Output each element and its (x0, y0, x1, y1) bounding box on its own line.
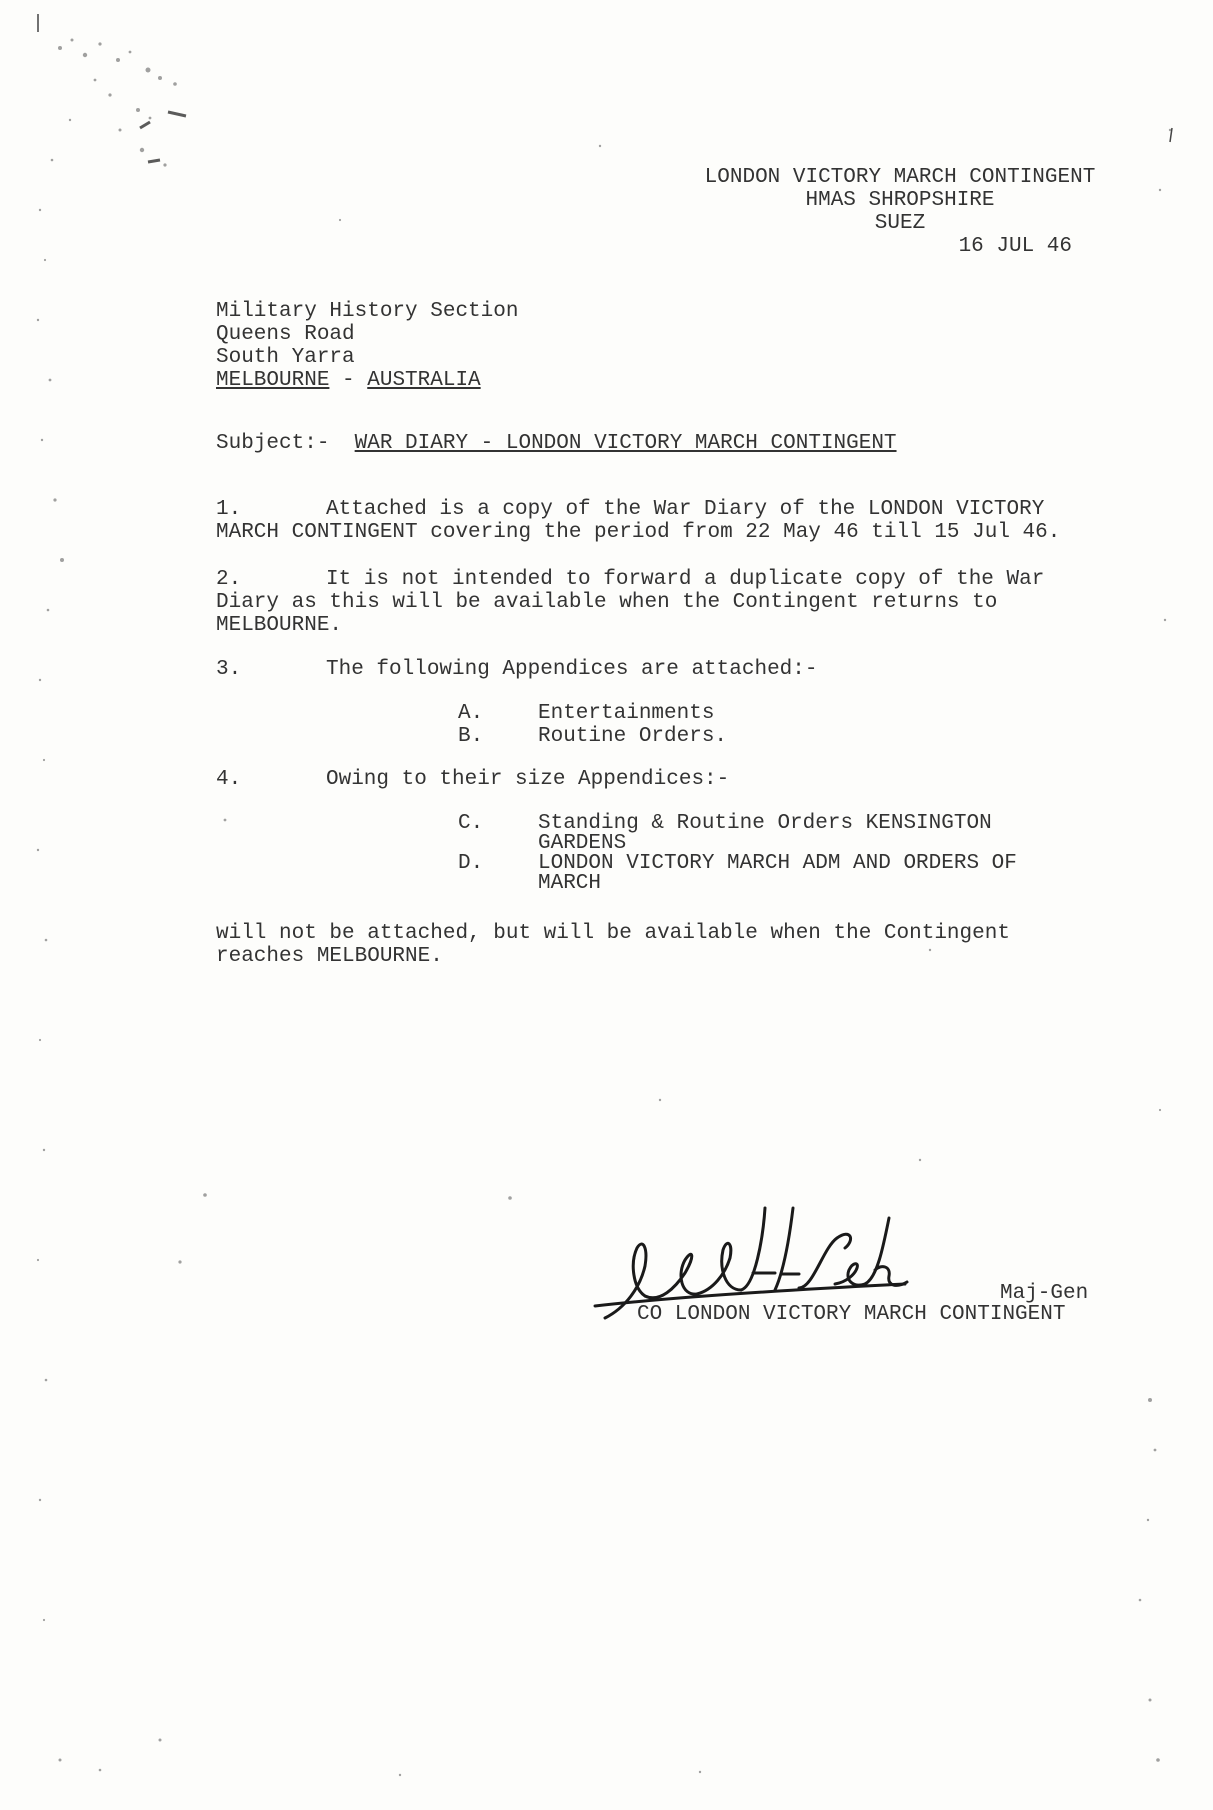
signatory-office: CO LONDON VICTORY MARCH CONTINGENT (637, 1303, 1066, 1326)
subject-text: WAR DIARY - LONDON VICTORY MARCH CONTINGENT (354, 432, 897, 455)
letterhead-location: SUEZ (874, 212, 926, 235)
appendix-title: LONDON VICTORY MARCH ADM AND ORDERS OF (538, 852, 1017, 875)
subject-label: Subject:- (216, 432, 330, 455)
paragraph-text: Owing to their size Appendices:- (326, 768, 730, 791)
appendices-not-attached-list (458, 812, 1017, 895)
addressee-line-3: South Yarra (216, 346, 355, 369)
letterhead (670, 166, 1130, 258)
closing-paragraph (216, 922, 1136, 968)
appendix-title: Routine Orders. (538, 725, 728, 748)
appendix-letter: B. (458, 725, 484, 748)
paragraph-1 (216, 498, 1136, 544)
appendices-attached-list (458, 702, 727, 748)
appendix-letter: D. (458, 852, 484, 875)
list-item (458, 702, 727, 725)
paragraph-text: reaches MELBOURNE. (216, 945, 443, 968)
appendix-title-continued: MARCH (538, 872, 602, 895)
signatory-rank: Maj-Gen (1000, 1282, 1089, 1305)
list-item (458, 725, 727, 748)
addressee-separator: - (329, 369, 368, 392)
letter-date: 16 JUL 46 (958, 235, 1072, 258)
appendix-title: Entertainments (538, 702, 715, 725)
paragraph-text: It is not intended to forward a duplicate copy of the War (326, 568, 1045, 591)
appendix-letter: C. (458, 812, 484, 835)
paragraph-2 (216, 568, 1136, 637)
paragraph-text: Diary as this will be available when the Contingent returns to (216, 591, 998, 614)
appendix-letter: A. (458, 702, 484, 725)
addressee-block (216, 300, 518, 392)
paragraph-text: MELBOURNE. (216, 614, 343, 637)
addressee-line-4 (216, 369, 518, 392)
addressee-line-2: Queens Road (216, 323, 355, 346)
addressee-city: MELBOURNE (216, 369, 330, 392)
subject-line (216, 432, 897, 455)
letterhead-ship: HMAS SHROPSHIRE (805, 189, 995, 212)
paragraph-number: 4. (216, 768, 242, 791)
paragraph-text: MARCH CONTINGENT covering the period from 22 May 46 till 15 Jul 46. (216, 521, 1061, 544)
paragraph-3 (216, 658, 1136, 681)
paragraph-number: 3. (216, 658, 242, 681)
appendix-title: Standing & Routine Orders KENSINGTON (538, 812, 992, 835)
paragraph-number: 2. (216, 568, 242, 591)
paragraph-text: will not be attached, but will be available when the Contingent (216, 922, 1010, 945)
addressee-line-1: Military History Section (216, 300, 519, 323)
paragraph-text: Attached is a copy of the War Diary of the LONDON VICTORY (326, 498, 1045, 521)
paragraph-number: 1. (216, 498, 242, 521)
paragraph-text: The following Appendices are attached:- (326, 658, 818, 681)
addressee-country: AUSTRALIA (367, 369, 481, 392)
letterhead-unit: LONDON VICTORY MARCH CONTINGENT (704, 166, 1096, 189)
paragraph-4 (216, 768, 1136, 791)
appendix-title-continued: GARDENS (538, 832, 627, 855)
